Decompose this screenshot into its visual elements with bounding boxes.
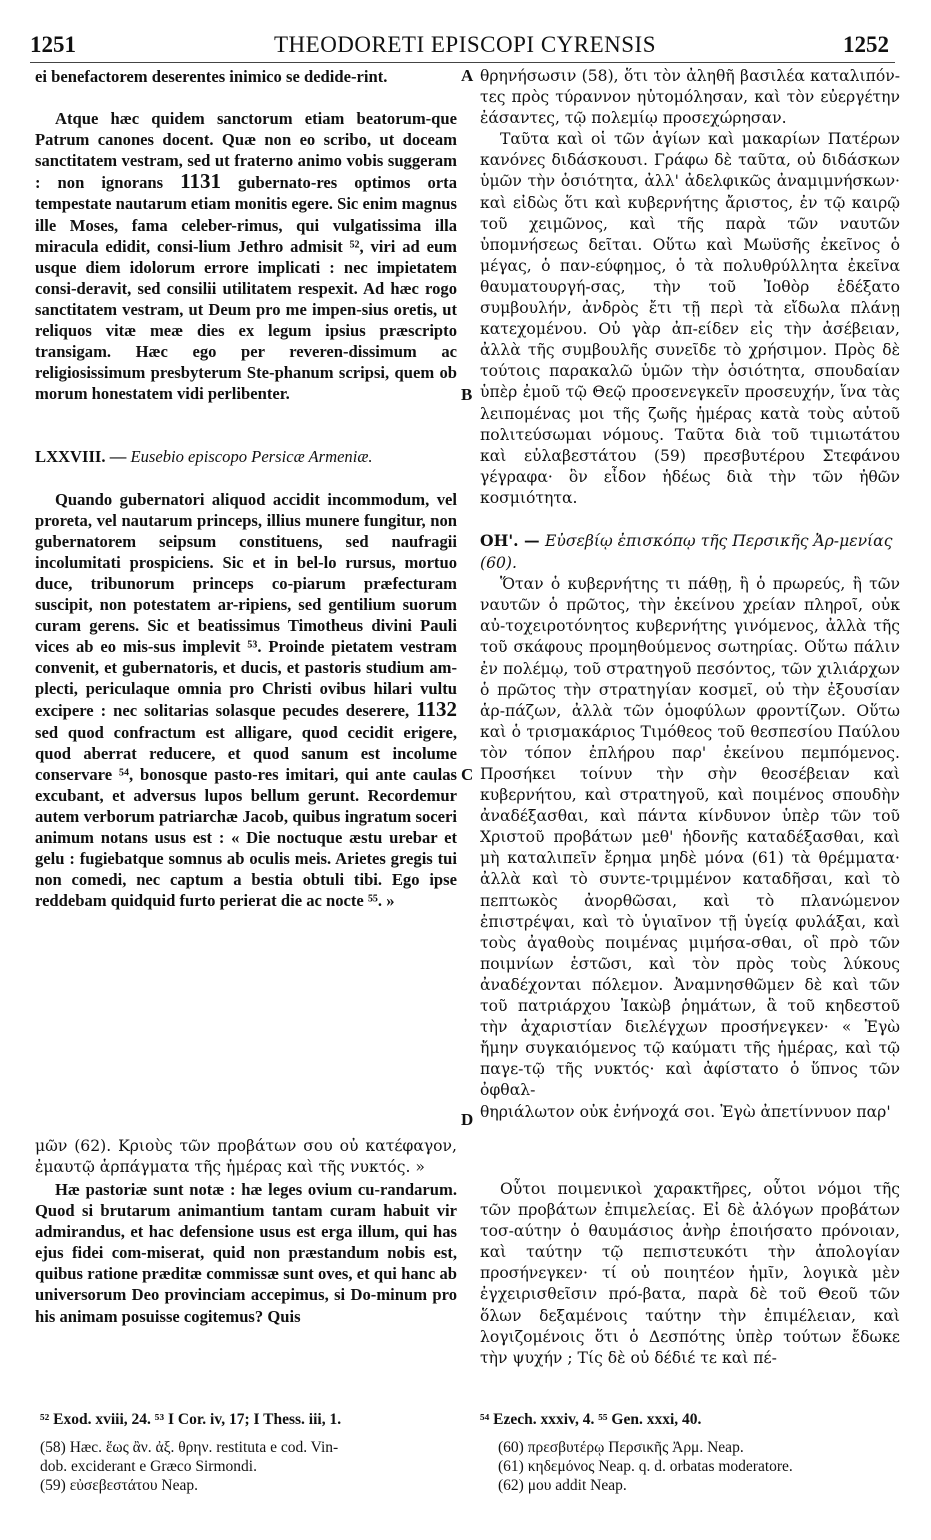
right-page-number: 1252 xyxy=(843,32,889,57)
margin-letter-a: A xyxy=(461,66,474,85)
running-title: THEODORETI EPISCOPI CYRENSIS xyxy=(273,32,657,57)
critical-notes-left xyxy=(40,1438,460,1495)
header-rule xyxy=(30,62,895,63)
column-number: 1132 xyxy=(416,697,457,722)
note-line: (58) Hæc. ἕως ἂν. ἀξ. θρην. restituta e cod. Vin- xyxy=(40,1439,339,1456)
note-line: (61) κηδεμόνος Neap. q. d. orbatas moderatore. xyxy=(498,1458,793,1475)
greek-paragraph-final xyxy=(480,1179,900,1369)
letter-addressee: Εὐσεβίῳ ἐπισκόπῳ τῆς Περσικῆς Ἀρ-μενίας (60). xyxy=(480,531,893,573)
text-span: sed quod confractum est alligare, quod cecidit erigere, quod aberrat reducere, et quod sanum est incolume conservare ⁵⁴, bonosque pasto-res imitari, qui ante caulas excubant, et adversus lupos bellum gerunt. Recordemur autem verborum patriarchæ Jacob, quibus ingratum soceri animum notans usus est : « Die noctuque æstu urebar et gelu : fugiebatque somnus ab oculis meis. Arietes gregis tui non comedi, nec captum a bestia obtuli tibi. Ego ipse reddebam quidquid furto perierat die ac nocte ⁵⁵. » xyxy=(35,722,457,911)
greek-letter-title xyxy=(480,530,900,574)
greek-paragraph: Ὅταν ὁ κυβερνήτης τι πάθῃ, ἢ ὁ πρωρεύς, ἢ τῶν ναυτῶν ὁ πρῶτος, τὴν ἐκείνου χρείαν πληροῖ, οὐκ αὐ-τοχειροτόνητος κυβερνήτης γινόμενος, ἀλλὰ τῆς τοῦ σκάφους προμηθούμενος σωτηρίας. Οὕτω πάλιν ἐν πολέμῳ, τοῦ στρατηγοῦ πεσόντος, τῶν χιλιάρχων ὁ πρῶτος τὴν στρατηγίαν κοσμεῖ, οὐ τὴν ἐξουσίαν ἁρ-πάζων, ἀλλὰ τῶν ὁμοφύλων φροντίζων. Οὕτω καὶ ὁ τρισμακάριος Τιμόθεος τοῦ θεσπεσίου Παύλου τὸν τόπον ἐπλήρου παρ' ἐκείνου πεμπόμενος. Προσήκει τοίνυν τὴν σὴν θεοσέβειαν καὶ κυβερνήτου, καὶ στρατηγοῦ, καὶ ποιμένος σπουδὴν ἀναδέξασθαι, καὶ πάντα κίνδυνον ὑπὲρ τῶν τοῦ Χριστοῦ προβάτων μεθ' ἡδονῆς καταδέξασθαι, καὶ μὴ καταλιπεῖν ἔρημα μηδὲ μόνα (61) τὰ θρέμματα· ἀλλὰ καὶ τὸ συντε-τριμμένον καταδῆσαι, καὶ τὸ πεπτωκὸς ἀνορθῶσαι, καὶ τὸ πλανώμενον ἐπιστρέψαι, καὶ τὸ ὑγιαῖνον τῇ ὑγείᾳ φυλάξαι, καὶ τοὺς ἀγαθοὺς ποιμένας μιμήσα-σθαι, οἳ πρὸ τῶν ποιμνίων ἑστῶσι, καὶ τὸν πρὸς τοὺς λύκους ἀναδέχονται πόλεμον. Ἀναμνησθῶμεν δὲ καὶ τῶν τοῦ πατριάρχου Ἰακὼβ ῥημάτων, ἃ τοῦ κηδεστοῦ τὴν ἀχαριστίαν διελέγχων προσήνεγκεν· « Ἐγὼ ἤμην συγκαιόμενος τῷ καύματι τῆς ἡμέρας, καὶ τῷ παγε-τῷ τῆς νυκτός· καὶ ἀφίστατο ὁ ὕπνος τῶν ὀφθαλ- xyxy=(480,575,900,1100)
greek-continuation: μῶν (62). Κριοὺς τῶν προβάτων σου οὐ κατέφαγον, ἐμαυτῷ ἁρπάγματα τῆς ἡμέρας καὶ τῆς νυκτός. » xyxy=(35,1137,457,1176)
page-header xyxy=(0,30,931,64)
greek-line: θηριάλωτον οὐκ ἐνήνοχά σοι. Ἐγὼ ἀπετίννυον παρ' xyxy=(480,1102,891,1121)
greek-paragraph: Ταῦτα καὶ οἱ τῶν ἁγίων καὶ μακαρίων Πατέρων κανόνες διδάσκουσι. Γράφω δὲ ταῦτα, οὐ διδάσκων ὑμῶν τὴν ὁσιότητα, ἀλλ' ἀδελφικῶς ἀναμιμνήσκων· καὶ εἰδὼς ὅτι καὶ κυβερνήτης ἄριστος, ἐν τῷ καιρῷ τοῦ χειμῶνος, καὶ τῆς παρὰ τῶν ναυτῶν ὑπομνήσεως δεῖται. Οὕτω καὶ Μωϋσῆς ἐκεῖνος ὁ μέγας, ὁ παν-εύφημος, ὁ τὰ πολυθρύλλητα ἐκεῖνα θαυματουργή-σας, τὴν τοῦ Ἰοθὸρ ἐδέξατο συμβουλήν, ἀνδρὸς ἔτι τῇ περὶ τὰ εἴδωλα πλάνῃ κατεχομένου. Οὐ γὰρ ἀπ-είδεν εἰς τὴν ἀσέβειαν, ἀλλὰ τῆς συμβουλῆς συνεῖδε τὸ χρήσιμον. Πρὸς δὲ τούτοις παρακαλῶ ὑμῶν τὴν ὁσιότητα, σπουδαίαν ὑπὲρ ἐμοῦ τῷ Θεῷ προσενεγκεῖν προσευχήν, ἵνα τὰς λειπομένας μοι τῆς ζωῆς ἡμέρας κατὰ τοὺς αὐτοῦ πολιτεύσωμαι νόμους. Ταῦτα διὰ τοῦ τιμιωτάτου καὶ εὐλαβεστάτου (59) πρεσβυτέρου Στεφάνου γέγραφα· ὃν εἶδον ἡδέως διὰ τὴν τῶν ἠθῶν κοσμιότητα. xyxy=(480,130,900,507)
latin-paragraph xyxy=(35,108,457,404)
text-span: Atque hæc quidem sanctorum etiam beatorum-que Patrum canones docent. Quæ non eo scribo, ut doceam sanctitatem vestram, sed ut fraterno animo vobis suggeram : non ignorans xyxy=(35,109,457,193)
note-line: (62) μου addit Neap. xyxy=(498,1477,627,1494)
text-span: gubernato-res optimos orta tempestate nautarum etiam monitis egere. Sic enim magnus ille Moses, fama celeber-rimus, qui vulgatissima illa miracula edidit, consi-lium Jethro admisit ⁵², viri ad eum usque diem idolorum errore implicati : nec impietatem consi-deravit, sed consilii utilitatem respexit. Ad hæc rogo sanctitatem vestram, ut Deum pro me impen-sius oretis, ut reliquos vitæ meæ dies ex legum ipsius præscripto transigam. Hæc ego per reveren-dissimum ac religiosissimum presbyterum Ste-phanum scripsi, quem ob morum honestatem vidi perlibenter. xyxy=(35,173,457,404)
greek-column xyxy=(480,66,900,1123)
scripture-references-left: ⁵² Exod. xviii, 24. ⁵³ I Cor. iv, 17; I Thess. iii, 1. xyxy=(40,1411,342,1428)
left-page-number: 1251 xyxy=(30,32,76,57)
latin-letter-title xyxy=(35,446,457,467)
text-span: Quando gubernatori aliquod accidit incommodum, vel proreta, vel nautarum princeps, illius munere fungitur, non gubernatorem seipsum constituens, sed naufragii incolumitati prospiciens. Sic et in bel-lo rursus, mortuo duce, tribunorum princeps co-piarum præfecturam suscipit, non potestatem ar-ripiens, sed gentilium suorum curam gerens. Sic et beatissimus Timotheus divini Pauli vices ab eo mis-sus implevit ⁵³. Proinde pietatem vestram convenit, et gubernatoris, et ducis, et pastoris studium am-plecti, periculaque omnia pro Christi ovibus hilari vultu excipere : nec solitarias solasque pecudes deserere, xyxy=(35,489,457,721)
greek-paragraph: Οὗτοι ποιμενικοὶ χαρακτῆρες, οὗτοι νόμοι τῆς τῶν προβάτων ἐπιμελείας. Εἰ δὲ ἀλόγων προβάτων τοσ-αύτην ὁ θαυμάσιος ἀνὴρ ἐποιήσατο πρόνοιαν, καὶ ταύτην τῷ πεπιστευκότι τὴν ἀπολογίαν προσήνεγκεν· τί οὐ ποιητέον ἡμῖν, λογικὰ μὲν ἐγχειρισθεῖσιν πρό-βατα, παρὰ δὲ τοῦ Θεοῦ τῶν ὅλων δεξαμένοις ταύτην τὴν ἐπιμέλειαν, καὶ λογιζομένοις ὅτι ὁ Δεσπότης ὑπὲρ τούτων ἔδωκε τὴν ψυχήν ; Τίς δὲ οὐ δέδιέ τε καὶ πέ- xyxy=(480,1180,900,1367)
note-line: dob. exciderant e Græco Sirmondi. xyxy=(40,1458,257,1475)
margin-letter-b: B xyxy=(461,385,473,404)
latin-paragraph: Hæ pastoriæ sunt notæ : hæ leges ovium cu-randarum. Quod si brutarum animantium tantam curam habuit vir admirandus, et hac defensione usus est erga illum, qui has ejus fidei com-miserat, quid non præstandum nobis est, quibus ratione præditæ commissæ sunt oves, et qui hanc ab universorum Deo provinciam accepimus, si Do-minum pro his animam posuisse cogitemus? Quis xyxy=(35,1180,457,1326)
latin-paragraph xyxy=(35,489,457,912)
note-line: (60) πρεσβυτέρῳ Περσικῆς Ἀρμ. Neap. xyxy=(498,1439,744,1456)
margin-letter-d: D xyxy=(461,1110,474,1129)
latin-paragraph: ei benefactorem deserentes inimico se dedide-rint. xyxy=(35,67,388,86)
margin-letter-c: C xyxy=(461,765,474,784)
critical-notes-right xyxy=(498,1438,908,1495)
letter-number: LXXVIII. — xyxy=(35,447,131,467)
greek-paragraph: θρηνήσωσιν (58), ὅτι τὸν ἀληθῆ βασιλέα καταλιπόν-τες πρὸς τύραννον ηὐτομόλησαν, καὶ τὸν εὐεργέτην ἐάσαντες, τῷ πολεμίῳ προσεχώρησαν. xyxy=(480,67,900,128)
column-number: 1131 xyxy=(180,169,221,194)
scripture-references-right: ⁵⁴ Ezech. xxxiv, 4. ⁵⁵ Gen. xxxi, 40. xyxy=(480,1411,702,1428)
latin-paragraph-final xyxy=(35,1179,457,1327)
note-line: (59) εὐσεβεστάτου Neap. xyxy=(40,1477,198,1494)
letter-addressee: Eusebio episcopo Persicæ Armeniæ. xyxy=(130,447,373,467)
letter-number: ΟΗ'. — xyxy=(480,530,545,550)
latin-column xyxy=(35,66,457,911)
